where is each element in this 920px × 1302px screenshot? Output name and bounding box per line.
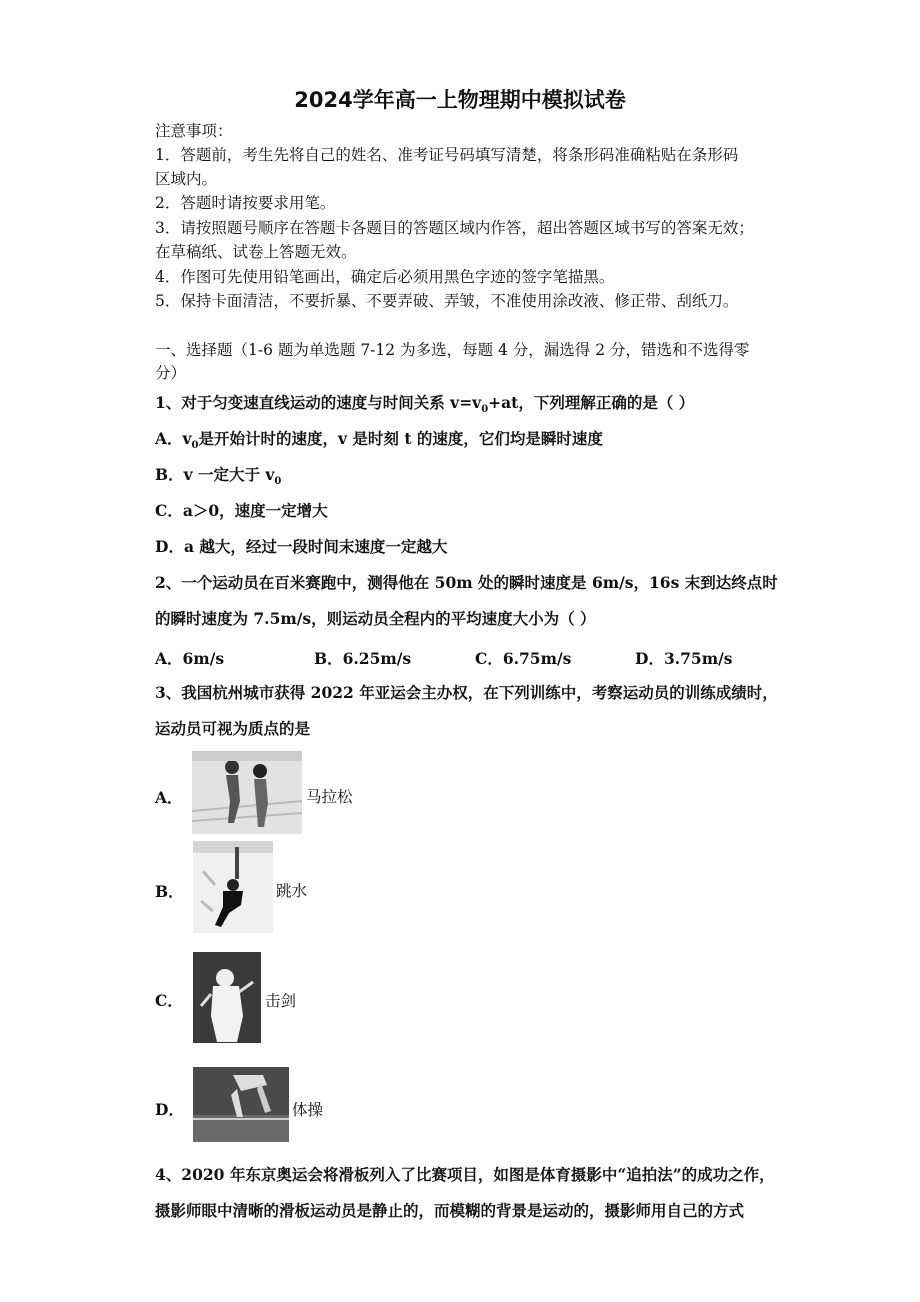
notice-item: 区域内。: [155, 170, 218, 188]
question-1-option-a: A．$v_0$是开始计时的速度，v 是时刻 t 的速度，它们均是瞬时速度: [155, 429, 603, 452]
question-3-option-a-label: A．: [155, 788, 183, 807]
notice-item: 1．答题前，考生先将自己的姓名、准考证号码填写清楚，将条形码准确粘贴在条形码: [155, 146, 739, 164]
notice-item: 2．答题时请按要求用笔。: [155, 194, 336, 212]
question-3-stem: 3、我国杭州城市获得 2022 年亚运会主办权，在下列训练中，考察运动员的训练成绩时，: [155, 683, 778, 702]
notice-item: 3．请按照题号顺序在答题卡各题目的答题区域内作答，超出答题区域书写的答案无效；: [155, 219, 754, 237]
page-title: 2024学年高一上物理期中模拟试卷: [294, 88, 626, 112]
question-3-option-c-label: C．: [155, 991, 183, 1010]
question-2-option-d: D．3.75m/s: [635, 649, 733, 668]
question-1-stem: 1、对于匀变速直线运动的速度与时间关系 $v=v_0+at$，下列理解正确的是（ ）: [155, 393, 695, 416]
fencing-photo: [193, 952, 261, 1043]
notice-item: 5．保持卡面清洁，不要折暴、不要弄破、弄皱，不准使用涂改液、修正带、刮纸刀。: [155, 292, 739, 310]
gymnastics-photo: [193, 1067, 289, 1142]
question-2-option-a: A．6m/s: [155, 649, 225, 668]
question-3-option-d-label: D．: [155, 1100, 184, 1119]
question-4-stem: 4、2020 年东京奥运会将滑板列入了比赛项目，如图是体育摄影中“追拍法”的成功之作，: [155, 1165, 775, 1184]
question-2-stem-cont: 的瞬时速度为 7.5m/s，则运动员全程内的平均速度大小为（ ）: [155, 609, 596, 628]
question-3-option-b-text: 跳水: [276, 882, 308, 900]
question-3-option-c-text: 击剑: [265, 992, 297, 1010]
question-3-stem-cont: 运动员可视为质点的是: [155, 719, 311, 738]
question-3-option-d-text: 体操: [292, 1101, 324, 1119]
marathon-photo: [192, 751, 302, 834]
question-1-option-d: D．a 越大，经过一段时间末速度一定越大: [155, 537, 448, 556]
question-2-option-c: C．6.75m/s: [475, 649, 572, 668]
question-1-option-c: C．a＞0，速度一定增大: [155, 501, 328, 520]
notice-item: 在草稿纸、试卷上答题无效。: [155, 243, 357, 261]
question-4-stem-cont: 摄影师眼中清晰的滑板运动员是静止的，而模糊的背景是运动的，摄影师用自己的方式: [155, 1201, 745, 1220]
section-heading: 一、选择题（1-6 题为单选题 7-12 为多选，每题 4 分，漏选得 2 分，错选和不选得零: [155, 341, 750, 359]
question-2-option-b: B．6.25m/s: [314, 649, 412, 668]
question-2-stem: 2、一个运动员在百米赛跑中，测得他在 50m 处的瞬时速度是 6m/s，16s 末到达终点时: [155, 573, 778, 592]
diving-photo: [193, 841, 273, 933]
section-heading-cont: 分）: [155, 364, 187, 382]
question-3-option-b-label: B．: [155, 882, 184, 901]
notice-heading: 注意事项：: [155, 122, 233, 140]
question-3-option-a-text: 马拉松: [306, 788, 353, 806]
question-1-option-b: B．v 一定大于 $v_0$: [155, 465, 282, 488]
notice-item: 4．作图可先使用铅笔画出，确定后必须用黑色字迹的签字笔描黑。: [155, 268, 615, 286]
